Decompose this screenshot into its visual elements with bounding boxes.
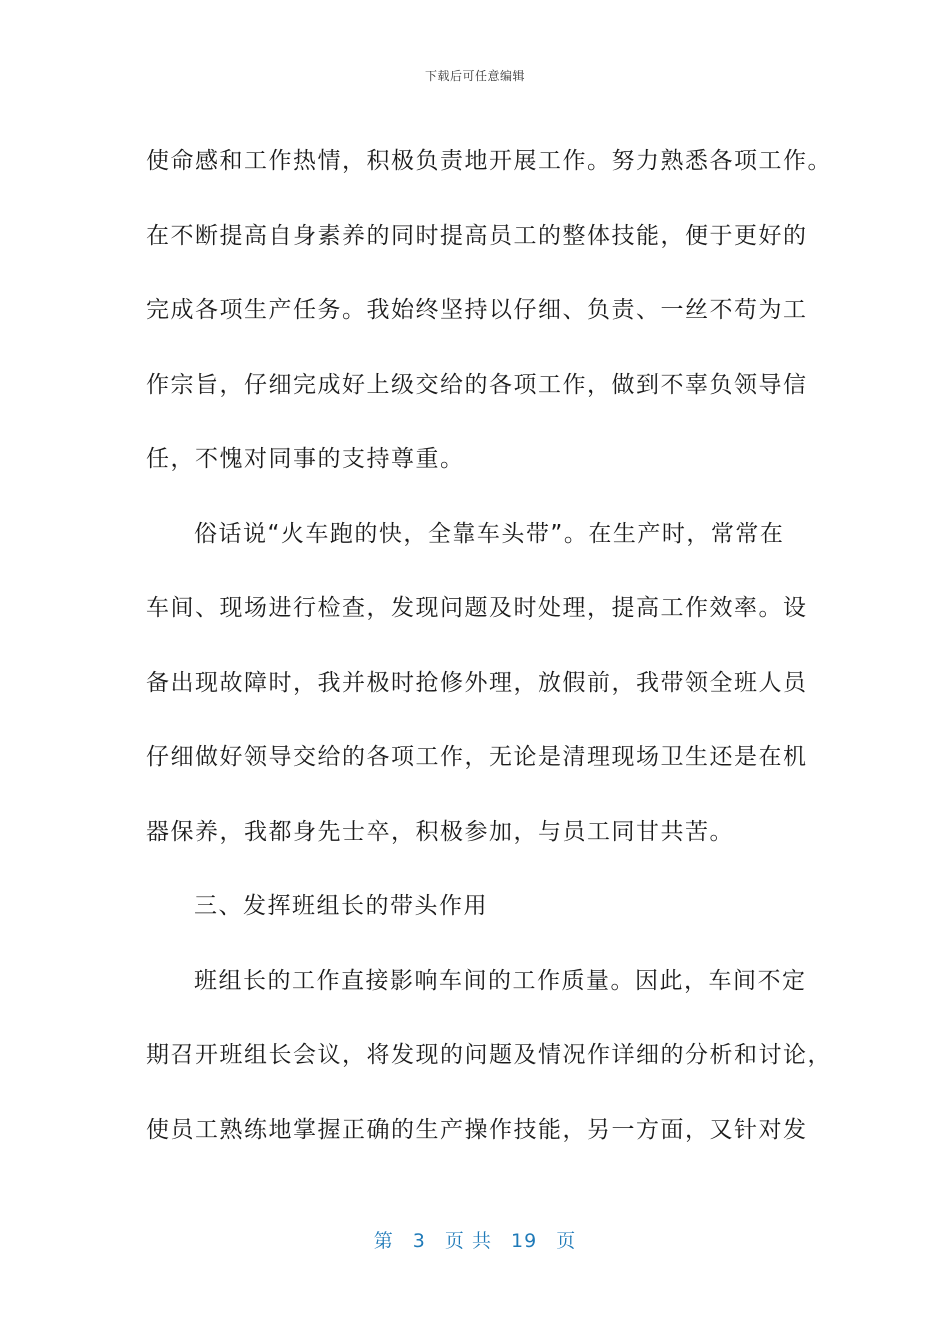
page-label: 第: [373, 1230, 394, 1252]
page-unit: 页: [444, 1230, 465, 1252]
text-line: 期召开班组长会议，将发现的问题及情况作详细的分析和讨论，: [146, 1042, 832, 1068]
body-text: [146, 124, 832, 1167]
text-line-paragraph-start: 俗话说“火车跑的快，全靠车头带”。在生产时，常常在: [194, 520, 785, 547]
text-line: 完成各项生产任务。我始终坚持以仔细、负责、一丝不苟为工: [146, 297, 808, 323]
page-number: 3: [412, 1230, 426, 1252]
total-label: 共: [471, 1230, 492, 1252]
text-line: 仔细做好领导交给的各项工作，无论是清理现场卫生还是在机: [146, 744, 808, 770]
text-line: 使员工熟练地掌握正确的生产操作技能，另一方面，又针对发: [146, 1116, 808, 1143]
text-line: 备出现故障时，我并极时抢修外理，放假前，我带领全班人员: [146, 669, 808, 696]
text-line: 任，不愧对同事的支持尊重。: [146, 446, 465, 472]
total-unit: 页: [556, 1230, 577, 1252]
text-line: 作宗旨，仔细完成好上级交给的各项工作，做到不辜负领导信: [146, 371, 808, 398]
text-line: 在不断提高自身素养的同时提高员工的整体技能，便于更好的: [146, 222, 808, 249]
text-line: 使命感和工作热情，积极负责地开展工作。努力熟悉各项工作。: [146, 148, 832, 174]
page-footer: [0, 1226, 950, 1253]
text-line: 器保养，我都身先士卒，积极参加，与员工同甘共苦。: [146, 818, 734, 845]
text-line: 车间、现场进行检查，发现问题及时处理，提高工作效率。设: [146, 595, 808, 621]
text-line-paragraph-start: 班组长的工作直接影响车间的工作质量。因此，车间不定: [194, 967, 807, 994]
total-pages: 19: [511, 1230, 538, 1252]
page-header: 下载后可任意编辑: [424, 69, 525, 83]
section-heading: 三、发挥班组长的带头作用: [194, 893, 488, 919]
